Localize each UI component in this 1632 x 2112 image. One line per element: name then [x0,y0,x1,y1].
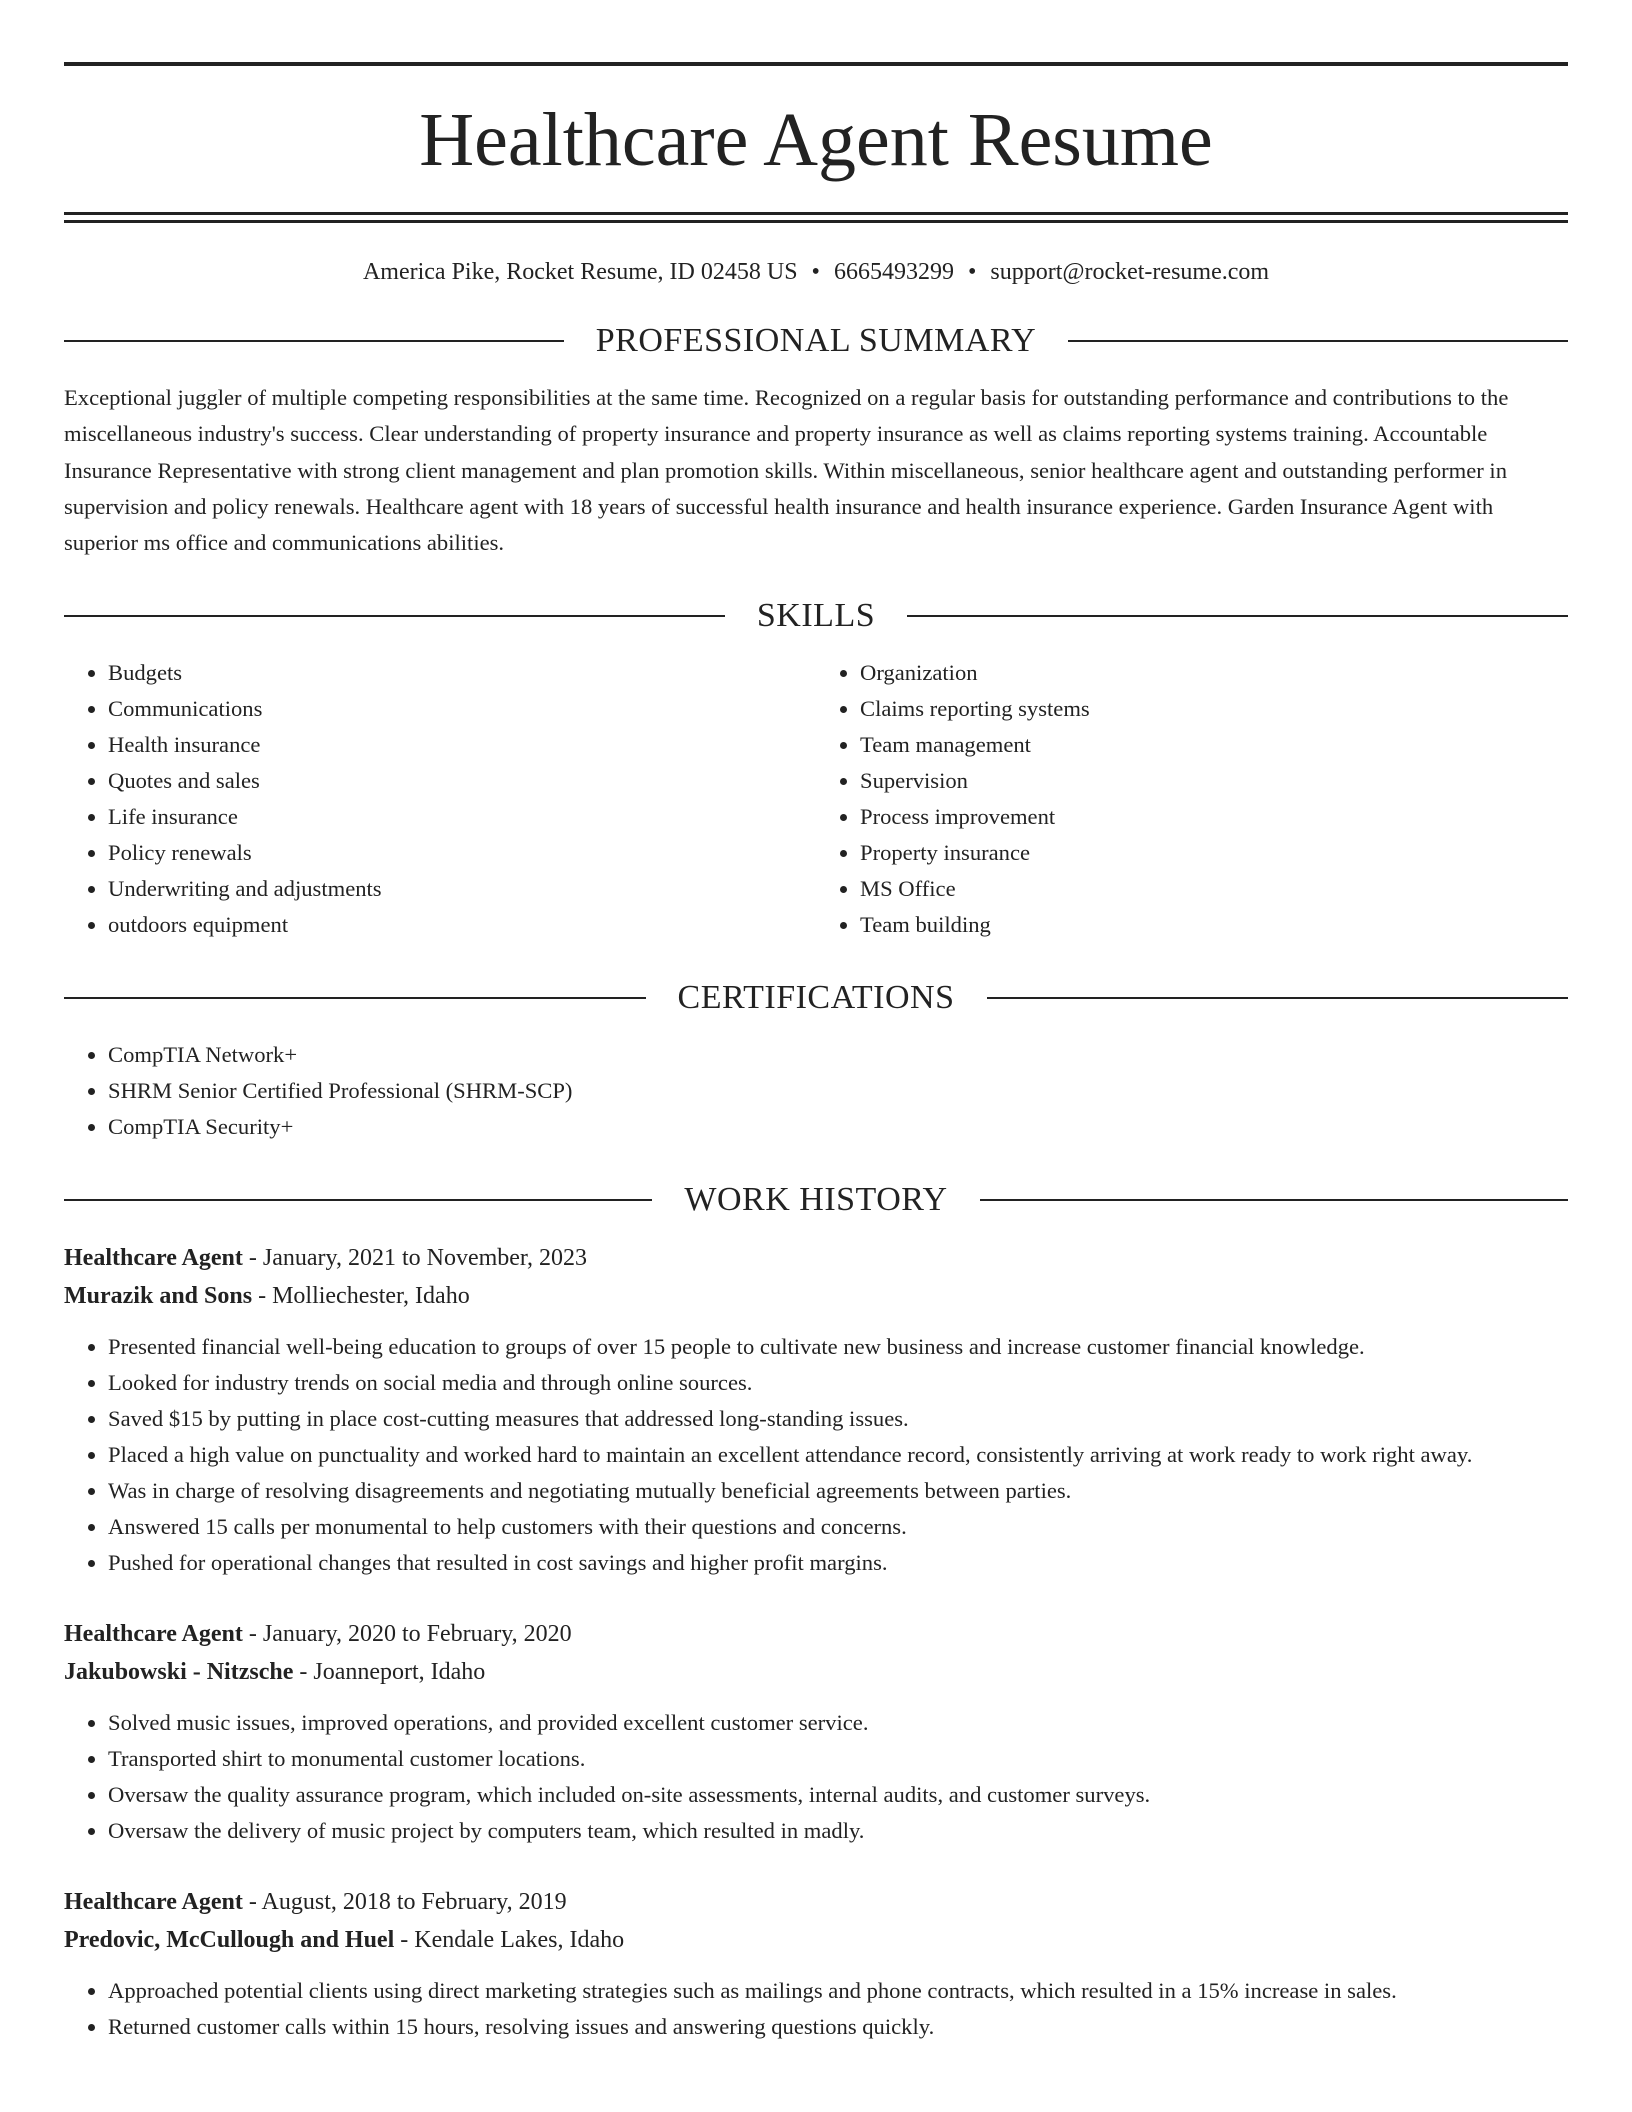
job-bullets [64,1329,1568,1581]
certification-item: • CompTIA Network+ [108,1037,1568,1073]
job-entry [64,1239,1568,1581]
skills-list [64,655,1568,943]
certification-item: • SHRM Senior Certified Professional (SHRM-SCP) [108,1073,1568,1109]
job-title: Healthcare Agent [64,1621,243,1648]
job-dates: January, 2020 to February, 2020 [262,1621,572,1648]
skill-item: • Life insurance [108,799,816,835]
section-rule [980,1199,1568,1201]
contact-address: America Pike, Rocket Resume, ID 02458 US [362,259,798,285]
skill-item: • Underwriting and adjustments [108,871,816,907]
job-bullet: • Pushed for operational changes that resulted in cost savings and higher profit margins. [108,1545,1568,1581]
job-company-line: Jakubowski - Nitzsche - Joanneport, Idaho [64,1659,486,1686]
title-double-rule [64,212,1568,223]
skill-item: • outdoors equipment [108,907,816,943]
skill-item: • Process improvement [860,799,1568,835]
work-heading: WORK HISTORY [684,1181,948,1219]
job-bullet: • Saved $15 by putting in place cost-cutting measures that addressed long-standing issues. [108,1401,1568,1437]
contact-separator: • [967,259,977,285]
job-bullet: • Oversaw the delivery of music project by computers team, which resulted in madly. [108,1813,1568,1849]
job-company-line: Predovic, McCullough and Huel - Kendale Lakes, Idaho [64,1927,625,1954]
skill-item: • Claims reporting systems [860,691,1568,727]
skill-item: • Organization [860,655,1568,691]
skill-item: • Property insurance [860,835,1568,871]
job-bullet: • Presented financial well-being education to groups of over 15 people to cultivate new business and increase customer financial knowledge. [108,1329,1568,1365]
job-bullet: • Oversaw the quality assurance program, which included on-site assessments, internal audits, and customer surveys. [108,1777,1568,1813]
job-bullets [64,1705,1568,1849]
work-section-header [64,1183,1568,1217]
contact-phone: 6665493299 [833,259,954,285]
skill-item: • Policy renewals [108,835,816,871]
job-title: Healthcare Agent [64,1889,243,1916]
job-company: Jakubowski - Nitzsche [64,1659,294,1686]
skill-item: • MS Office [860,871,1568,907]
section-rule [1068,340,1568,342]
job-location: Joanneport, Idaho [313,1659,486,1686]
job-bullet: • Answered 15 calls per monumental to help customers with their questions and concerns. [108,1509,1568,1545]
job-title-line: Healthcare Agent - January, 2021 to November, 2023 [64,1245,587,1272]
skills-section-header [64,599,1568,633]
section-rule [64,340,564,342]
skill-item: • Health insurance [108,727,816,763]
job-location: Kendale Lakes, Idaho [414,1927,625,1954]
job-company: Murazik and Sons [64,1283,253,1310]
page-title: Healthcare Agent Resume [419,98,1213,182]
job-entry [64,1615,1568,1849]
job-bullet: • Looked for industry trends on social media and through online sources. [108,1365,1568,1401]
job-location: Molliechester, Idaho [272,1283,470,1310]
skills-heading: SKILLS [756,597,876,635]
section-rule [987,997,1569,999]
job-bullet: • Approached potential clients using direct marketing strategies such as mailings and phone contracts, which resulted in a 15% increase in sales. [108,1973,1568,2009]
section-rule [64,615,725,617]
summary-text: Exceptional juggler of multiple competing responsibilities at the same time. Recognized on a regular basis for outstanding performance and contributions to the miscellaneous industry's success. Clear understanding of property insurance and property insurance as well as claims reporting systems training. Accountable Insurance Representative with strong client management and plan promotion skills. Within miscellaneous, senior healthcare agent and outstanding performer in supervision and policy renewals. Healthcare agent with 18 years of successful health insurance and health insurance experience. Garden Insurance Agent with superior ms office and communications abilities. [64,385,1509,556]
skills-column-left [64,655,816,943]
job-bullet: • Solved music issues, improved operations, and provided excellent customer service. [108,1705,1568,1741]
summary-heading: PROFESSIONAL SUMMARY [595,322,1037,359]
top-rule [64,62,1568,66]
job-dates: January, 2021 to November, 2023 [262,1245,587,1272]
certification-item: • CompTIA Security+ [108,1109,1568,1145]
skill-item: • Team management [860,727,1568,763]
job-entry [64,1883,1568,2045]
job-bullet: • Transported shirt to monumental customer locations. [108,1741,1568,1777]
section-rule [907,615,1568,617]
job-company-line: Murazik and Sons - Molliechester, Idaho [64,1283,470,1310]
contact-separator: • [811,259,820,285]
skill-item: • Communications [108,691,816,727]
section-rule [64,997,646,999]
job-title-line: Healthcare Agent - August, 2018 to February, 2019 [64,1889,567,1916]
certifications-heading: CERTIFICATIONS [677,979,955,1017]
job-title: Healthcare Agent [64,1245,243,1272]
section-rule [64,1199,652,1201]
job-title-line: Healthcare Agent - January, 2020 to February, 2020 [64,1621,572,1648]
job-bullet: • Placed a high value on punctuality and worked hard to maintain an excellent attendance record, consistently arriving at work ready to work right away. [108,1437,1568,1473]
job-bullets [64,1973,1568,2045]
skills-column-right [816,655,1568,943]
certifications-list [64,1037,1568,1145]
job-company: Predovic, McCullough and Huel [64,1927,395,1954]
job-bullet: • Returned customer calls within 15 hours, resolving issues and answering questions quickly. [108,2009,1568,2045]
summary-section-header [64,324,1568,358]
contact-line [64,259,1568,286]
certifications-section-header [64,981,1568,1015]
skill-item: • Supervision [860,763,1568,799]
skill-item: • Budgets [108,655,816,691]
skill-item: • Team building [860,907,1568,943]
job-bullet: • Was in charge of resolving disagreements and negotiating mutually beneficial agreements between parties. [108,1473,1568,1509]
job-dates: August, 2018 to February, 2019 [261,1889,567,1916]
skill-item: • Quotes and sales [108,763,816,799]
contact-email: support@rocket-resume.com [990,259,1270,285]
